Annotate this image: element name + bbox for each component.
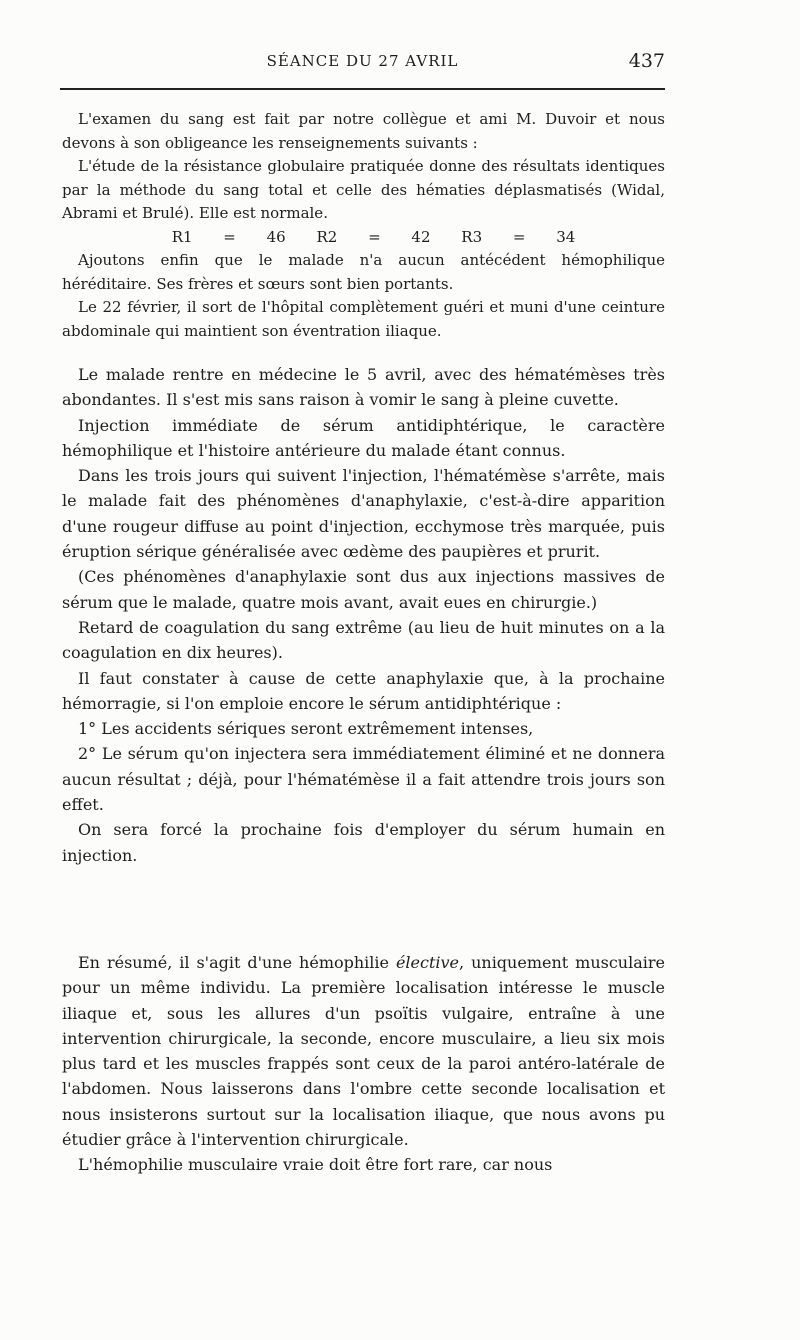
clinical-course-section [62, 362, 665, 868]
paragraph: 1° Les accidents sériques seront extrêmement intenses, [78, 719, 534, 739]
lab-results-section [62, 108, 665, 343]
paragraph: Ajoutons enfin que le malade n'a aucun antécédent hémophilique héréditaire. Ses frères et sœurs sont bien portants. [62, 251, 665, 293]
paragraph: (Ces phénomènes d'anaphylaxie sont dus aux injections massives de sérum que le malade, quatre mois avant, avait eues en chirurgie.) [62, 567, 665, 612]
paragraph: 2° Le sérum qu'on injectera sera immédiatement éliminé et ne donnera aucun résultat ; déjà, pour l'hématémèse il a fait attendre trois jours son effet. [62, 744, 665, 815]
paragraph: Retard de coagulation du sang extrême (au lieu de huit minutes on a la coagulation en dix heures). [62, 617, 665, 663]
page-header [60, 52, 665, 86]
paragraph: L'examen du sang est fait par notre collègue et ami M. Duvoir et nous devons à son obligeance les renseignements suivants : [62, 110, 665, 152]
paragraph: Dans les trois jours qui suivent l'injection, l'hématémèse s'arrête, mais le malade fait des phénomènes d'anaphylaxie, c'est-à-dire apparition d'une rougeur diffuse au point d'injection, ecchymose très marquée, puis éruption sérique généralisée avec œdème des paupières et prurit. [62, 466, 665, 562]
summary-text-end: , uniquement musculaire pour un même individu. La première localisation intéresse le muscle iliaque et, sous les allures d'un psoïtis vulgaire, entraîne à une intervention chirurgicale, la seconde, encore musculaire, a lieu six mois plus tard et les muscles frappés sont ceux de la paroi antéro-latérale de l'abdomen. Nous laisserons dans l'ombre cette seconde localisation et nous insisterons surtout sur la localisation iliaque, que nous avons pu étudier grâce à l'intervention chirurgicale. [62, 953, 665, 1150]
paragraph: Injection immédiate de sérum antidiphtérique, le caractère hémophilique et l'histoire antérieure du malade étant connus. [62, 415, 665, 460]
summary-section [62, 950, 665, 1178]
page-number: 437 [628, 50, 665, 72]
running-head: SÉANCE DU 27 AVRIL [266, 52, 459, 70]
paragraph: L'hémophilie musculaire vraie doit être fort rare, car nous [78, 1155, 553, 1175]
header-rule [60, 88, 665, 90]
resistance-values: R1 = 46 R2 = 42 R3 = 34 [171, 227, 576, 246]
paragraph: On sera forcé la prochaine fois d'employer du sérum humain en injection. [62, 820, 665, 865]
paragraph: Le malade rentre en médecine le 5 avril, avec des hématémèses très abondantes. Il s'est mis sans raison à vomir le sang à pleine cuvette. [62, 365, 665, 410]
paragraph: Il faut constater à cause de cette anaphylaxie que, à la prochaine hémorragie, si l'on emploie encore le sérum antidiphtérique : [62, 668, 665, 713]
summary-text-start: En résumé, il s'agit d'une hémophilie [78, 953, 396, 972]
summary-paragraph [62, 950, 665, 1152]
paragraph: Le 22 février, il sort de l'hôpital complètement guéri et muni d'une ceinture abdominale qui maintient son éventration iliaque. [62, 298, 665, 340]
summary-emphasis: élective [395, 953, 460, 972]
paragraph: L'étude de la résistance globulaire pratiquée donne des résultats identiques par la méthode du sang total et celle des hématies déplasmatisés (Widal, Abrami et Brulé). Elle est normale. [62, 157, 665, 222]
